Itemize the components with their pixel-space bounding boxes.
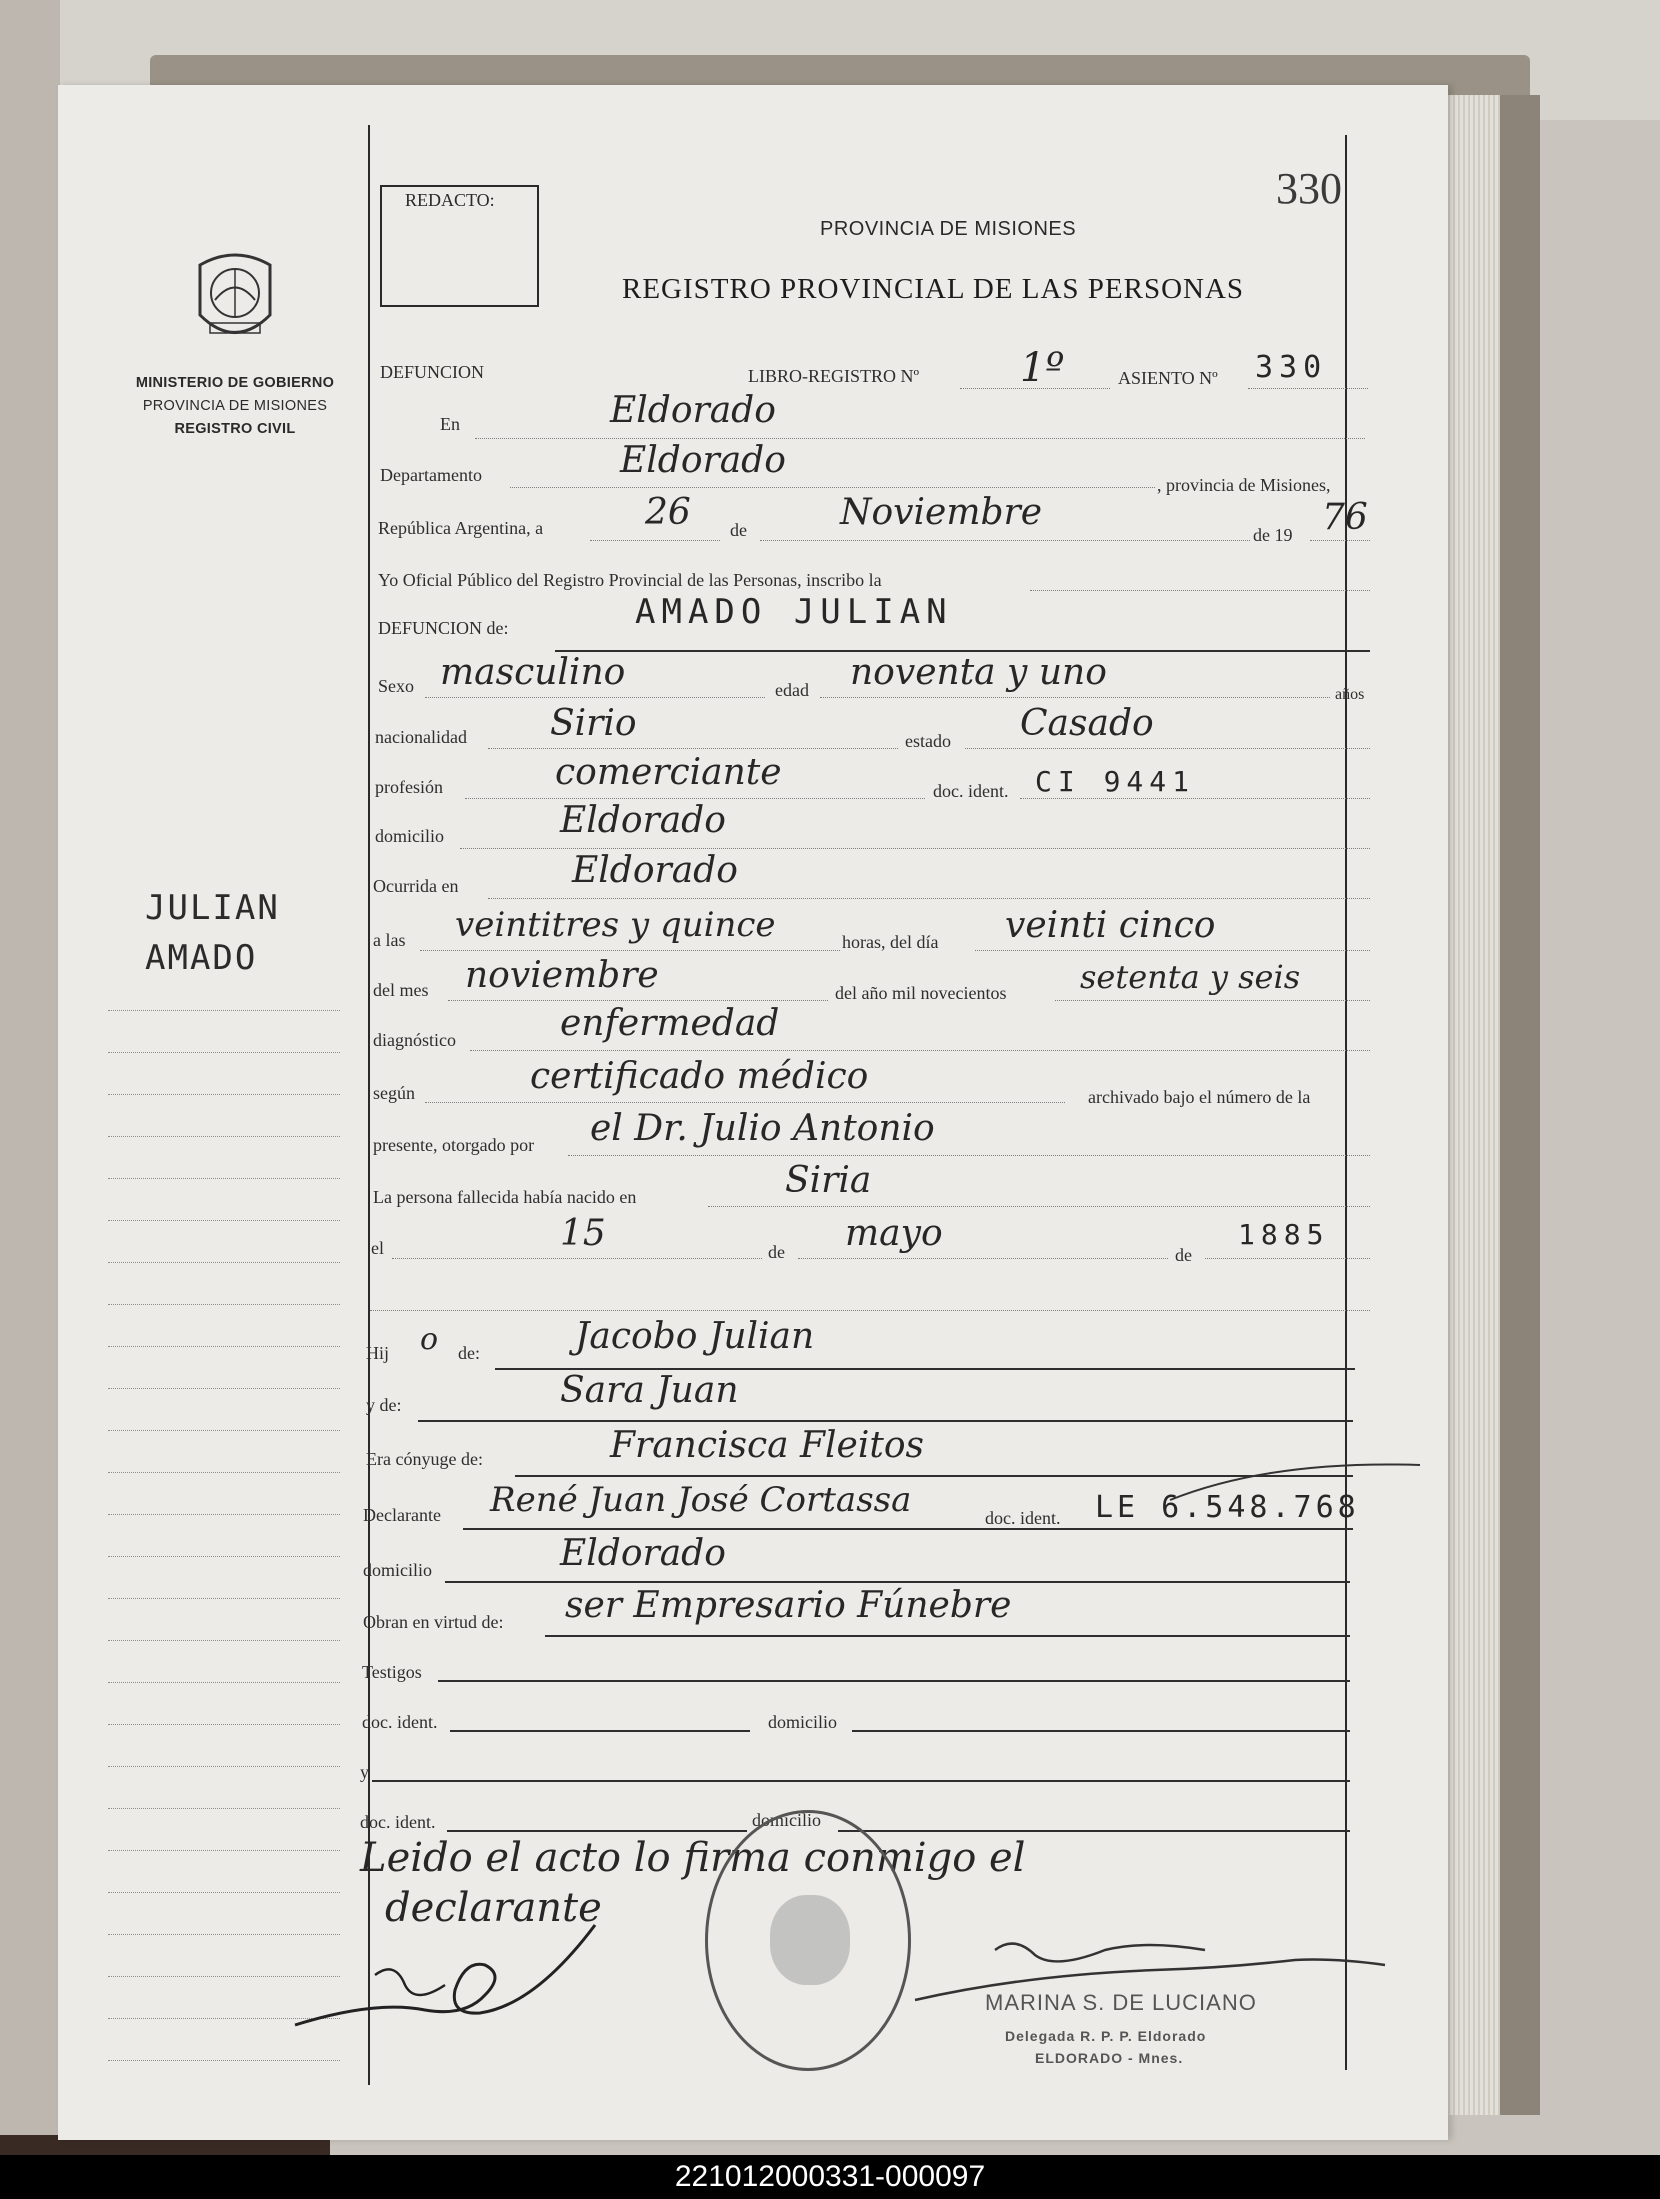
estado-label: estado <box>905 731 951 751</box>
y-label: y <box>360 1762 369 1782</box>
decl-doc-value: LE 6.548.768 <box>1095 1490 1360 1525</box>
ocurrida-line <box>488 898 1370 899</box>
margin-rule <box>108 1094 340 1095</box>
margin-rule <box>108 2060 340 2061</box>
hij-de-label: de: <box>458 1343 480 1363</box>
en-value: Eldorado <box>610 390 776 431</box>
testigos-label: Testigos <box>362 1662 422 1682</box>
asiento-value: 330 <box>1255 350 1328 385</box>
nacido-line <box>708 1206 1370 1207</box>
sexo-line <box>425 697 765 698</box>
profesion-line <box>465 798 925 799</box>
margin-rule <box>108 1052 340 1053</box>
domicilio-line <box>460 848 1370 849</box>
margin-rule <box>108 1850 340 1851</box>
hora-line <box>420 950 840 951</box>
obran-line <box>545 1635 1350 1637</box>
doc-ident2-line <box>450 1730 750 1732</box>
nac-mes-value: mayo <box>845 1213 943 1254</box>
de19-label: de 19 <box>1253 525 1293 545</box>
declarante-value: René Juan José Cortassa <box>490 1480 912 1520</box>
doc-ident-label: doc. ident. <box>933 781 1009 801</box>
margin-rule <box>108 1808 340 1809</box>
image-id-footer: 221012000331-000097 <box>0 2155 1660 2199</box>
doc-ident-line <box>1020 798 1370 799</box>
dia-value: 26 <box>645 492 691 533</box>
madre-line <box>418 1420 1353 1422</box>
presente-label: presente, otorgado por <box>373 1135 535 1155</box>
ministry-title: MINISTERIO DE GOBIERNO <box>135 375 335 391</box>
margin-rule <box>108 1388 340 1389</box>
segun-value: certificado médico <box>530 1056 869 1097</box>
estado-value: Casado <box>1020 703 1154 744</box>
edad-value: noventa y uno <box>850 652 1107 693</box>
decl-domicilio-label: domicilio <box>363 1560 432 1580</box>
hora-value: veintitres y quince <box>455 905 776 945</box>
anio-value: 76 <box>1322 497 1368 538</box>
domicilio3-line <box>838 1830 1350 1832</box>
estado-line <box>965 748 1370 749</box>
el-label: el <box>371 1238 384 1258</box>
official-role-stamp: Delegada R. P. P. Eldorado <box>1005 2028 1207 2044</box>
margin-rule <box>108 1472 340 1473</box>
dia-texto-value: veinti cinco <box>1005 905 1216 946</box>
margin-rule <box>108 1640 340 1641</box>
province-heading: PROVINCIA DE MISIONES <box>820 218 1077 240</box>
conyuge-label: Era cónyuge de: <box>366 1449 483 1469</box>
a-las-label: a las <box>373 930 406 950</box>
doc-ident2-label: doc. ident. <box>362 1712 438 1732</box>
anio-texto-line <box>1055 1000 1370 1001</box>
margin-rule <box>108 1304 340 1305</box>
de-label: de <box>730 520 747 540</box>
libro-value: 1º <box>1020 345 1065 391</box>
doc-ident-value: CI 9441 <box>1035 765 1196 798</box>
en-label: En <box>440 414 460 434</box>
hij-suffix: o <box>420 1322 439 1357</box>
sexo-value: masculino <box>440 652 626 693</box>
del-mes-line <box>448 1000 828 1001</box>
anio-line <box>1310 540 1370 541</box>
official-place-stamp: ELDORADO - Mnes. <box>1035 2050 1184 2066</box>
margin-note-line1: JULIAN <box>145 888 280 928</box>
stamp-emblem <box>770 1895 850 1985</box>
obran-label: Obran en virtud de: <box>363 1612 504 1632</box>
anios-label: años <box>1335 686 1365 703</box>
en-line <box>475 438 1365 439</box>
declarante-label: Declarante <box>363 1505 441 1525</box>
hij-label: Hij <box>366 1343 390 1363</box>
testigos-line <box>438 1680 1350 1682</box>
nac-anio-value: 1885 <box>1238 1218 1330 1251</box>
nac-mes-line <box>798 1258 1168 1259</box>
margin-divider <box>368 125 370 2085</box>
ocurrida-value: Eldorado <box>572 850 738 891</box>
decl-domicilio-line <box>445 1581 1350 1583</box>
ministry-province: PROVINCIA DE MISIONES <box>142 398 328 414</box>
doc-ident3-line <box>447 1830 747 1832</box>
redacto-label: REDACTO: <box>405 190 495 210</box>
anio-texto-value: setenta y seis <box>1080 958 1301 996</box>
province-seal-icon <box>190 245 280 355</box>
page-stack-edge <box>1440 95 1500 2115</box>
medico-value: el Dr. Julio Antonio <box>590 1108 935 1149</box>
edad-label: edad <box>775 680 809 700</box>
diagnostico-line <box>470 1050 1370 1051</box>
margin-rule <box>108 1682 340 1683</box>
nacionalidad-value: Sirio <box>550 703 637 744</box>
anio-mil-label: del año mil novecientos <box>835 983 1007 1003</box>
margin-rule <box>108 1430 340 1431</box>
page-number: 330 <box>1276 164 1342 213</box>
segun-line <box>425 1102 1065 1103</box>
declarante-line <box>463 1528 1353 1530</box>
margin-rule <box>108 1262 340 1263</box>
registry-heading: REGISTRO PROVINCIAL DE LAS PERSONAS <box>622 273 1245 305</box>
departamento-value: Eldorado <box>620 440 786 481</box>
mes-line <box>760 540 1250 541</box>
departamento-label: Departamento <box>380 465 482 485</box>
oficial-line <box>1030 590 1370 591</box>
margin-rule <box>108 1598 340 1599</box>
obran-value: ser Empresario Fúnebre <box>565 1585 1012 1626</box>
dia-line <box>590 540 720 541</box>
decl-domicilio-value: Eldorado <box>560 1533 726 1574</box>
medico-line <box>568 1155 1370 1156</box>
margin-rule <box>108 1010 340 1011</box>
domicilio3-label: domicilio <box>752 1810 821 1830</box>
nac-dia-line <box>392 1258 762 1259</box>
dia-texto-line <box>975 950 1370 951</box>
padre-value: Jacobo Julian <box>575 1316 815 1357</box>
margin-rule <box>108 1514 340 1515</box>
sexo-label: Sexo <box>378 676 414 696</box>
libro-label: LIBRO-REGISTRO Nº <box>748 366 920 386</box>
type-label: DEFUNCION <box>380 362 485 382</box>
defuncion-de-label: DEFUNCION de: <box>378 618 509 638</box>
margin-rule <box>108 1136 340 1137</box>
nac-anio-line <box>1205 1258 1370 1259</box>
nacido-label: La persona fallecida había nacido en <box>373 1187 637 1207</box>
margin-note-line2: AMADO <box>145 938 258 978</box>
nac-de-label: de <box>768 1242 785 1262</box>
segun-label: según <box>373 1083 415 1103</box>
horas-label: horas, del día <box>842 932 939 952</box>
margin-rule <box>108 1346 340 1347</box>
del-mes-value: noviembre <box>465 955 659 996</box>
y-de-label: y de: <box>366 1395 402 1415</box>
asiento-line <box>1248 388 1368 389</box>
leido-line2: declarante <box>385 1885 602 1931</box>
oficial-text: Yo Oficial Público del Registro Provincial de las Personas, inscribo la <box>378 570 882 590</box>
margin-flourish <box>1170 1440 1430 1520</box>
domicilio-label: domicilio <box>375 826 444 846</box>
conyuge-value: Francisca Fleitos <box>610 1425 924 1466</box>
nac-de2-label: de <box>1175 1245 1192 1265</box>
difunto-value: AMADO JULIAN <box>635 592 953 632</box>
edad-line <box>820 697 1330 698</box>
doc-ident3-label: doc. ident. <box>360 1812 436 1832</box>
domicilio-value: Eldorado <box>560 800 726 841</box>
republica-label: República Argentina, a <box>378 518 544 538</box>
margin-rule <box>108 1766 340 1767</box>
backdrop-left <box>0 0 60 2199</box>
margin-rule <box>108 1556 340 1557</box>
diagnostico-value: enfermedad <box>560 1003 780 1044</box>
mes-value: Noviembre <box>840 492 1043 533</box>
nacido-value: Siria <box>785 1160 872 1201</box>
del-mes-label: del mes <box>373 980 429 1000</box>
nacionalidad-line <box>488 748 898 749</box>
official-name-stamp: MARINA S. DE LUCIANO <box>985 1990 1257 2015</box>
profesion-label: profesión <box>375 777 443 797</box>
diagnostico-label: diagnóstico <box>373 1030 456 1050</box>
decl-doc-label: doc. ident. <box>985 1508 1061 1528</box>
madre-value: Sara Juan <box>560 1370 739 1411</box>
departamento-line <box>510 487 1155 488</box>
nac-dia-value: 15 <box>560 1213 606 1254</box>
y-line <box>372 1780 1350 1782</box>
margin-rule <box>108 1178 340 1179</box>
domicilio2-line <box>852 1730 1350 1732</box>
blank-line <box>370 1310 1370 1311</box>
leido-line1: Leido el acto lo firma conmigo el <box>360 1835 1026 1881</box>
margin-rule <box>108 1892 340 1893</box>
domicilio2-label: domicilio <box>768 1712 837 1732</box>
margin-rule <box>108 1724 340 1725</box>
provincia-label: , provincia de Misiones, <box>1157 475 1331 495</box>
ministry-registry: REGISTRO CIVIL <box>174 421 296 437</box>
asiento-label: ASIENTO Nº <box>1118 368 1218 388</box>
nacionalidad-label: nacionalidad <box>375 727 467 747</box>
archivado-label: archivado bajo el número de la <box>1088 1087 1311 1107</box>
profesion-value: comerciante <box>555 752 782 793</box>
declarant-signature <box>255 1905 635 2045</box>
ocurrida-label: Ocurrida en <box>373 876 459 896</box>
margin-rule <box>108 1220 340 1221</box>
